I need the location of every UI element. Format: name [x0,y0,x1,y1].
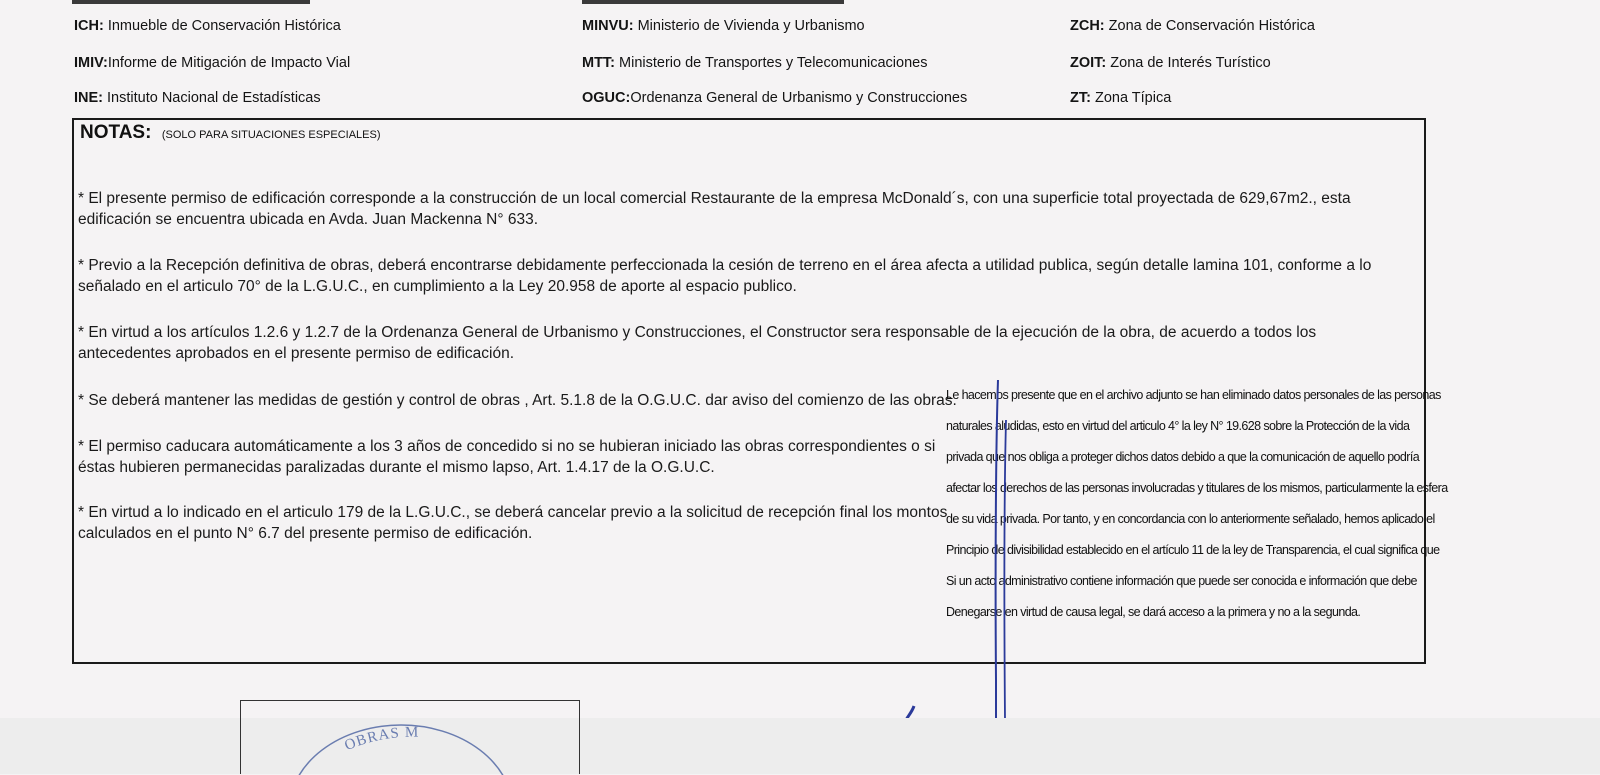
note-item: * El presente permiso de edificación corresponde a la construcción de un local comercial Restaurante de la empresa McDonald´s, con una superficie total proyectada de 629,67m2., esta edificación se encuentra ubicada en Avda. Juan Mackenna N° 633. [78,190,1351,228]
note-item: * En virtud a los artículos 1.2.6 y 1.2.7 de la Ordenanza General de Urbanismo y Construcciones, el Constructor sera responsable de la ejecución de la obra, de acuerdo a todos los antecedentes aprobados en el presente permiso de edificación. [78,324,1317,362]
abbr-minvu: MINVU: Ministerio de Vivienda y Urbanismo [582,18,865,34]
abbr-mtt: MTT: Ministerio de Transportes y Telecomunicaciones [582,55,928,71]
privacy-line: afectar los derechos de las personas involucradas y titulares de los mismos, particularmente la esfera [946,481,1448,495]
signature-stroke [1004,420,1006,720]
abbr-imiv: IMIV:Informe de Mitigación de Impacto Vial [74,55,351,71]
note-item: * Se deberá mantener las medidas de gestión y control de obras , Art. 5.1.8 de la O.G.U.C. dar aviso del comienzo de las obras. [78,392,957,409]
signature-stroke [996,380,998,720]
privacy-line: Le hacemos presente que en el archivo adjunto se han eliminado datos personales de las personas [946,388,1441,402]
notes-heading [80,122,381,144]
abbr-ich: ICH: Inmueble de Conservación Histórica [74,18,341,34]
privacy-line: privada que nos obliga a proteger dichos datos debido a que la comunicación de aquello podría [946,450,1420,464]
abbr-oguc: OGUC:Ordenanza General de Urbanismo y Construcciones [582,90,968,106]
note-item: * Previo a la Recepción definitiva de obras, deberá encontrarse debidamente perfeccionada la cesión de terreno en el área afecta a utilidad publica, según detalle lamina 101, conforme a lo señalado en el articulo 70° de la L.G.U.C., en cumplimiento a la Ley 20.958 de aporte al espacio publico. [78,257,1372,295]
privacy-line: Si un acto administrativo contiene información que puede ser conocida e información que debe [946,574,1417,588]
abbr-zoit: ZOIT: Zona de Interés Turístico [1070,55,1271,71]
notes-subtitle: (SOLO PARA SITUACIONES ESPECIALES) [161,129,381,141]
privacy-line: naturales aludidas, esto en virtud del articulo 4° la ley N° 19.628 sobre la Protección de la vida [946,419,1410,433]
privacy-line: de su vida privada. Por tanto, y en concordancia con lo anteriormente señalado, hemos aplicado el [946,512,1435,526]
note-item: * El permiso caducara automáticamente a los 3 años de concedido si no se hubieran iniciado las obras correspondientes o si éstas hubieren permanecidas paralizadas durante el mismo lapso, Art. 1.4.17 de la O.G.U.C. [78,438,936,476]
top-edge-bar [582,0,844,4]
stamp-seal [241,701,581,775]
abbr-zch: ZCH: Zona de Conservación Histórica [1070,18,1315,34]
stamp-text: OBRAS M [342,724,420,755]
privacy-line: Principio de divisibilidad establecido en el artículo 11 de la ley de Transparencia, el cual significa que [946,543,1440,557]
abbr-zt: ZT: Zona Típica [1070,90,1172,106]
signature-marks [900,380,1600,725]
privacy-line: Denegarse en virtud de causa legal, se dará acceso a la primera y no a la segunda. [946,605,1361,619]
top-edge-bar [72,0,310,4]
abbr-ine: INE: Instituto Nacional de Estadísticas [74,90,321,106]
stamp-box [240,700,580,774]
notes-title: NOTAS: [80,122,152,143]
note-item: * En virtud a lo indicado en el articulo 179 de la L.G.U.C., se deberá cancelar previo a la solicitud de recepción final los montos calculados en el punto N° 6.7 del presente permiso de edificación. [78,504,948,542]
